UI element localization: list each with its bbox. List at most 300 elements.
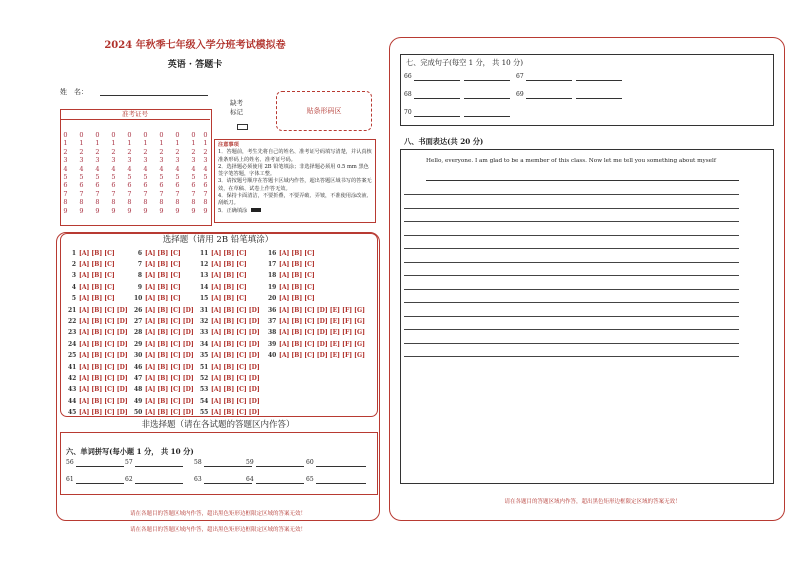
admission-digit-column[interactable] <box>142 131 149 215</box>
admission-digit[interactable]: 6 <box>111 181 116 190</box>
mc-question[interactable] <box>200 261 247 268</box>
admission-digit-column[interactable] <box>158 131 165 215</box>
mc-question[interactable] <box>200 398 260 405</box>
mc-question[interactable] <box>200 341 260 348</box>
mc-options[interactable]: [A] [B] [C] [D] <box>211 386 260 394</box>
mc-options[interactable]: [A] [B] [C] [D] <box>211 364 260 371</box>
sec6-answer-line[interactable] <box>204 466 252 467</box>
admission-digit[interactable]: 5 <box>191 173 196 182</box>
admission-digit[interactable]: 1 <box>159 139 164 148</box>
admission-digit[interactable]: 8 <box>79 198 84 207</box>
page-title: 2024 年秋季七年级入学分班考试模拟卷 <box>104 40 286 51</box>
mc-question[interactable] <box>200 318 260 325</box>
mc-question[interactable] <box>68 307 128 314</box>
admission-digit[interactable]: 6 <box>63 181 68 190</box>
admission-digit[interactable]: 2 <box>79 147 84 156</box>
mc-question-number: 30 <box>134 351 143 359</box>
essay-line[interactable] <box>404 221 739 222</box>
mc-question[interactable] <box>68 409 128 416</box>
mc-question[interactable] <box>68 375 128 382</box>
mc-options[interactable]: [A] [B] [C] <box>279 261 315 269</box>
mc-question[interactable] <box>134 375 194 382</box>
mc-options[interactable]: [A] [B] [C] [D] <box>79 351 128 359</box>
mc-question[interactable] <box>134 341 194 348</box>
admission-digit[interactable]: 6 <box>143 181 148 190</box>
mc-question-number: 54 <box>200 397 209 405</box>
mc-options[interactable]: [A] [B] [C] [D] [E] [F] [G] <box>279 329 365 337</box>
mc-question[interactable] <box>134 318 194 325</box>
mc-question[interactable] <box>68 329 128 336</box>
admission-digit[interactable]: 8 <box>159 198 164 207</box>
essay-line[interactable] <box>404 302 739 303</box>
admission-digit[interactable]: 4 <box>175 164 180 173</box>
admission-digit[interactable]: 4 <box>63 164 68 173</box>
mc-question[interactable] <box>268 307 365 314</box>
mc-options[interactable]: [A] [B] [C] <box>79 261 115 269</box>
absent-mark-label <box>230 99 243 117</box>
mc-question[interactable] <box>134 295 181 302</box>
mc-options[interactable]: [A] [B] [C] <box>211 294 247 302</box>
mc-options[interactable]: [A] [B] [C] [D] <box>145 340 194 348</box>
admission-digit[interactable]: 9 <box>203 206 208 215</box>
admission-digit[interactable]: 1 <box>95 139 100 148</box>
admission-digit[interactable]: 2 <box>175 147 180 156</box>
admission-digit[interactable]: 0 <box>159 131 164 139</box>
mc-question-number: 46 <box>134 364 143 371</box>
sec6-answer-line[interactable] <box>76 483 124 484</box>
essay-line[interactable] <box>404 343 739 344</box>
admission-digit[interactable]: 0 <box>203 131 208 139</box>
mc-question[interactable] <box>134 364 194 371</box>
mc-question[interactable] <box>200 375 260 382</box>
admission-digit-column[interactable] <box>126 131 133 215</box>
mc-question[interactable] <box>68 318 128 325</box>
mc-options[interactable]: [A] [B] [C] <box>211 261 247 269</box>
admission-digit[interactable]: 8 <box>95 198 100 207</box>
mc-options[interactable]: [A] [B] [C] [D] <box>79 375 128 383</box>
mc-question[interactable] <box>68 284 115 291</box>
name-field[interactable] <box>100 95 208 96</box>
admission-digit-column[interactable] <box>78 131 85 215</box>
admission-digit[interactable]: 5 <box>111 173 116 182</box>
essay-line[interactable] <box>426 180 739 181</box>
mc-question[interactable] <box>200 364 260 371</box>
admission-digit[interactable]: 7 <box>63 189 68 198</box>
admission-digit[interactable]: 0 <box>95 131 100 139</box>
mc-options[interactable]: [A] [B] [C] [D] <box>145 364 194 371</box>
sec6-answer-line[interactable] <box>135 466 183 467</box>
mc-options[interactable]: [A] [B] [C] [D] <box>79 408 128 416</box>
admission-digit[interactable]: 1 <box>63 139 68 148</box>
mc-question-number: 43 <box>68 386 77 394</box>
admission-digit[interactable]: 5 <box>203 173 208 182</box>
mc-question[interactable] <box>134 250 181 257</box>
mc-options[interactable]: [A] [B] [C] <box>145 250 181 257</box>
mc-options[interactable]: [A] [B] [C] <box>279 250 315 257</box>
mc-options[interactable]: [A] [B] [C] [D] <box>211 397 260 405</box>
admission-digit[interactable]: 3 <box>159 156 164 165</box>
essay-line[interactable] <box>404 316 739 317</box>
admission-digit[interactable]: 9 <box>63 206 68 215</box>
mc-question[interactable] <box>68 250 115 257</box>
sec7-title: 七、完成句子(每空 1 分， 共 10 分) <box>406 58 524 67</box>
admission-digit[interactable]: 1 <box>79 139 84 148</box>
mc-question[interactable] <box>134 329 194 336</box>
admission-digit[interactable]: 0 <box>175 131 180 139</box>
essay-line[interactable] <box>404 248 739 249</box>
mc-question[interactable] <box>68 398 128 405</box>
admission-digit[interactable]: 8 <box>191 198 196 207</box>
mc-question[interactable] <box>200 386 260 393</box>
mc-options[interactable]: [A] [B] [C] <box>211 250 247 257</box>
mc-options[interactable]: [A] [B] [C] [D] <box>211 375 260 383</box>
mc-question[interactable] <box>134 284 181 291</box>
mc-question-number: 33 <box>200 329 209 337</box>
mc-title: 选择题（请用 2B 铅笔填涂） <box>162 235 274 245</box>
mc-question-number: 6 <box>137 250 142 257</box>
admission-digit[interactable]: 9 <box>79 206 84 215</box>
admission-digit[interactable]: 2 <box>191 147 196 156</box>
mc-question[interactable] <box>200 272 247 279</box>
admission-digit[interactable]: 5 <box>127 173 132 182</box>
sec7-answer-line[interactable] <box>464 116 510 117</box>
admission-digit[interactable]: 4 <box>127 164 132 173</box>
admission-digit[interactable]: 8 <box>63 198 68 207</box>
mc-options[interactable]: [A] [B] [C] [D] <box>211 307 260 314</box>
admission-digit[interactable]: 4 <box>95 164 100 173</box>
admission-digit[interactable]: 2 <box>159 147 164 156</box>
sec6-number: 62 <box>125 476 133 483</box>
mc-options[interactable]: [A] [B] [C] [D] [E] [F] [G] <box>279 351 365 359</box>
mc-options[interactable]: [A] [B] [C] <box>79 250 115 257</box>
mc-options[interactable]: [A] [B] [C] [D] <box>211 351 260 359</box>
mc-question[interactable] <box>200 295 247 302</box>
mc-question-number: 18 <box>268 272 277 280</box>
admission-digit[interactable]: 5 <box>63 173 68 182</box>
mc-question[interactable] <box>268 341 365 348</box>
admission-digit[interactable]: 3 <box>111 156 116 165</box>
mc-question[interactable] <box>268 261 315 268</box>
sec7-answer-line[interactable] <box>576 80 622 81</box>
admission-digit[interactable]: 9 <box>127 206 132 215</box>
sec7-answer-line[interactable] <box>526 80 572 81</box>
mc-question[interactable] <box>134 409 194 416</box>
essay-line[interactable] <box>404 262 739 263</box>
admission-digit[interactable]: 4 <box>111 164 116 173</box>
mc-question[interactable] <box>268 284 315 291</box>
mc-options[interactable]: [A] [B] [C] <box>145 294 181 302</box>
admission-digit[interactable]: 2 <box>143 147 148 156</box>
admission-digit[interactable]: 4 <box>203 164 208 173</box>
sec6-answer-line[interactable] <box>256 483 304 484</box>
mc-options[interactable]: [A] [B] [C] <box>279 272 315 280</box>
admission-digit[interactable]: 7 <box>143 189 148 198</box>
mc-question-number: 47 <box>134 375 143 383</box>
admission-digit[interactable]: 9 <box>111 206 116 215</box>
admission-digit[interactable]: 2 <box>203 147 208 156</box>
admission-digit[interactable]: 1 <box>175 139 180 148</box>
mc-question-number: 37 <box>268 318 277 326</box>
mc-options[interactable]: [A] [B] [C] <box>145 261 181 269</box>
sec7-answer-line[interactable] <box>464 80 510 81</box>
mc-options[interactable]: [A] [B] [C] [D] <box>79 397 128 405</box>
admission-digit[interactable]: 2 <box>95 147 100 156</box>
sec6-number: 56 <box>66 459 74 466</box>
sec6-answer-line[interactable] <box>76 466 124 467</box>
mc-question[interactable] <box>200 352 260 359</box>
admission-digit[interactable]: 5 <box>175 173 180 182</box>
right-warning: 请在各题目的答题区域内作答，超出黑色矩形边框限定区域的答案无效！ <box>504 499 681 505</box>
mc-options[interactable]: [A] [B] [C] [D] <box>211 340 260 348</box>
mc-question[interactable] <box>200 250 247 257</box>
essay-line[interactable] <box>404 275 739 276</box>
admission-digit[interactable]: 8 <box>143 198 148 207</box>
admission-digit-column[interactable] <box>94 131 101 215</box>
admission-digit[interactable]: 9 <box>95 206 100 215</box>
mc-options[interactable]: [A] [B] [C] [D] <box>145 318 194 326</box>
admission-digit[interactable]: 7 <box>159 189 164 198</box>
admission-digit[interactable]: 2 <box>63 147 68 156</box>
essay-line[interactable] <box>404 235 739 236</box>
left-inner-warning: 请在各题目的答题区域内作答，超出黑色矩形边框限定区域的答案无效！ <box>129 511 306 517</box>
sec7-answer-line[interactable] <box>414 80 460 81</box>
admission-digit[interactable]: 6 <box>191 181 196 190</box>
mc-question[interactable] <box>68 261 115 268</box>
admission-digit[interactable]: 8 <box>203 198 208 207</box>
mc-options[interactable]: [A] [B] [C] [D] [E] [F] [G] <box>279 307 365 314</box>
mc-question-number: 4 <box>71 283 76 291</box>
mc-options[interactable]: [A] [B] [C] [D] <box>145 397 194 405</box>
admission-digit[interactable]: 8 <box>111 198 116 207</box>
mc-options[interactable]: [A] [B] [C] <box>211 283 247 291</box>
essay-line[interactable] <box>404 208 739 209</box>
admission-digit[interactable]: 1 <box>203 139 208 148</box>
admission-digit[interactable]: 0 <box>143 131 148 139</box>
mc-question[interactable] <box>200 307 260 314</box>
essay-line[interactable] <box>404 289 739 290</box>
mc-question[interactable] <box>268 352 365 359</box>
admission-digit-column[interactable] <box>62 131 69 215</box>
mc-question[interactable] <box>268 329 365 336</box>
mc-question[interactable] <box>268 318 365 325</box>
mc-question[interactable] <box>68 352 128 359</box>
admission-digit[interactable]: 3 <box>175 156 180 165</box>
mc-options[interactable]: [A] [B] [C] <box>145 272 181 280</box>
admission-digit[interactable]: 7 <box>175 189 180 198</box>
admission-digit[interactable]: 6 <box>175 181 180 190</box>
sec7-answer-line[interactable] <box>414 98 460 99</box>
admission-digit[interactable]: 3 <box>191 156 196 165</box>
admission-digit[interactable]: 1 <box>127 139 132 148</box>
admission-digit[interactable]: 6 <box>79 181 84 190</box>
sec6-number: 64 <box>246 476 254 483</box>
mc-question[interactable] <box>68 364 128 371</box>
name-label: 姓 名： <box>60 88 88 96</box>
mc-options[interactable]: [A] [B] [C] <box>279 294 315 302</box>
mc-options[interactable]: [A] [B] [C] [D] <box>79 340 128 348</box>
mc-question-number: 10 <box>134 294 143 302</box>
sec7-number: 70 <box>404 109 412 116</box>
mc-options[interactable]: [A] [B] [C] [D] <box>145 386 194 394</box>
sec7-answer-line[interactable] <box>414 116 460 117</box>
mc-question-number: 52 <box>200 375 209 383</box>
admission-digit-column[interactable] <box>110 131 117 215</box>
mc-question[interactable] <box>68 295 115 302</box>
mc-question-number: 51 <box>200 364 209 371</box>
admission-digit-column[interactable] <box>174 131 181 215</box>
sec6-number: 59 <box>246 459 254 466</box>
admission-digit[interactable]: 9 <box>175 206 180 215</box>
admission-digit[interactable]: 7 <box>203 189 208 198</box>
admission-digit[interactable]: 9 <box>143 206 148 215</box>
mc-options[interactable]: [A] [B] [C] <box>279 283 315 291</box>
mc-question-number: 17 <box>268 261 277 269</box>
sec6-number: 58 <box>194 459 202 466</box>
sec6-answer-line[interactable] <box>316 483 366 484</box>
essay-line[interactable] <box>404 194 739 195</box>
admission-digit[interactable]: 3 <box>203 156 208 165</box>
mc-options[interactable]: [A] [B] [C] [D] <box>145 329 194 337</box>
admission-digit[interactable]: 3 <box>95 156 100 165</box>
admission-digit[interactable]: 0 <box>63 131 68 139</box>
admission-digit[interactable]: 3 <box>79 156 84 165</box>
admission-digit[interactable]: 4 <box>191 164 196 173</box>
sec7-answer-line[interactable] <box>576 98 622 99</box>
admission-digit[interactable]: 6 <box>95 181 100 190</box>
admission-digit[interactable]: 6 <box>203 181 208 190</box>
admission-digit[interactable]: 8 <box>175 198 180 207</box>
mc-question[interactable] <box>268 295 315 302</box>
admission-digit[interactable]: 7 <box>79 189 84 198</box>
admission-digit[interactable]: 3 <box>143 156 148 165</box>
admission-digit[interactable]: 0 <box>79 131 84 139</box>
mc-question-number: 48 <box>134 386 143 394</box>
sec6-answer-line[interactable] <box>135 483 183 484</box>
mc-options[interactable]: [A] [B] [C] [D] <box>145 307 194 314</box>
mc-question[interactable] <box>200 284 247 291</box>
mc-question[interactable] <box>68 272 115 279</box>
mc-question[interactable] <box>268 272 315 279</box>
admission-digit[interactable]: 8 <box>127 198 132 207</box>
sec7-number: 67 <box>516 73 524 80</box>
mc-options[interactable]: [A] [B] [C] [D] <box>79 307 128 314</box>
admission-digit[interactable]: 0 <box>191 131 196 139</box>
sec7-number: 68 <box>404 91 412 98</box>
mc-question-number: 13 <box>200 272 209 280</box>
admission-digit[interactable]: 7 <box>95 189 100 198</box>
admission-digit[interactable]: 1 <box>111 139 116 148</box>
sec6-answer-line[interactable] <box>316 466 366 467</box>
mc-question-number: 12 <box>200 261 209 269</box>
mc-options[interactable]: [A] [B] [C] [D] <box>211 408 260 416</box>
mc-options[interactable]: [A] [B] [C] [D] <box>79 364 128 371</box>
admission-digit[interactable]: 0 <box>127 131 132 139</box>
mc-options[interactable]: [A] [B] [C] <box>79 283 115 291</box>
admission-digit[interactable]: 2 <box>127 147 132 156</box>
admission-digit[interactable]: 0 <box>111 131 116 139</box>
admission-digit[interactable]: 7 <box>111 189 116 198</box>
admission-digit[interactable]: 3 <box>127 156 132 165</box>
admission-digit[interactable]: 1 <box>143 139 148 148</box>
mc-question-number: 27 <box>134 318 143 326</box>
mc-question-number: 35 <box>200 351 209 359</box>
mc-options[interactable]: [A] [B] [C] <box>211 272 247 280</box>
sec7-answer-line[interactable] <box>464 98 510 99</box>
mc-options[interactable]: [A] [B] [C] <box>145 283 181 291</box>
admission-digit[interactable]: 9 <box>191 206 196 215</box>
mc-question[interactable] <box>200 329 260 336</box>
mc-options[interactable]: [A] [B] [C] [D] <box>211 318 260 326</box>
mc-question[interactable] <box>134 307 194 314</box>
admission-digit[interactable]: 5 <box>79 173 84 182</box>
admission-digit[interactable]: 5 <box>159 173 164 182</box>
admission-digit[interactable]: 1 <box>191 139 196 148</box>
mc-options[interactable]: [A] [B] [C] [D] <box>145 408 194 416</box>
admission-digit[interactable]: 7 <box>191 189 196 198</box>
sec6-answer-line[interactable] <box>256 466 304 467</box>
absent-label-line2: 标记 <box>230 108 243 116</box>
admission-digit[interactable]: 3 <box>63 156 68 165</box>
admission-digit[interactable]: 9 <box>159 206 164 215</box>
mc-options[interactable]: [A] [B] [C] <box>79 294 115 302</box>
admission-digit[interactable]: 2 <box>111 147 116 156</box>
notice-item: 2．选择题必须使用 2B 铅笔填涂；非选择题必须用 0.5 mm 黑色签字笔答题，字体工整。 <box>218 163 369 178</box>
mc-question[interactable] <box>268 250 315 257</box>
mc-options[interactable]: [A] [B] [C] [D] <box>79 318 128 326</box>
absent-mark-checkbox[interactable] <box>237 124 248 130</box>
admission-digit[interactable]: 6 <box>159 181 164 190</box>
notice-box <box>214 139 376 223</box>
mc-options[interactable]: [A] [B] [C] [D] <box>79 386 128 394</box>
sec6-number: 61 <box>66 476 74 483</box>
mc-options[interactable]: [A] [B] [C] [D] [E] [F] [G] <box>279 340 365 348</box>
mc-question[interactable] <box>134 398 194 405</box>
mc-options[interactable]: [A] [B] [C] [D] <box>211 329 260 337</box>
mc-options[interactable]: [A] [B] [C] [D] <box>145 375 194 383</box>
mc-question[interactable] <box>134 272 181 279</box>
mc-options[interactable]: [A] [B] [C] <box>79 272 115 280</box>
mc-question[interactable] <box>134 386 194 393</box>
mc-question[interactable] <box>134 261 181 268</box>
admission-digit[interactable]: 4 <box>79 164 84 173</box>
mc-question-number: 49 <box>134 397 143 405</box>
mc-question[interactable] <box>68 341 128 348</box>
admission-digit-column[interactable] <box>190 131 197 215</box>
admission-digit[interactable]: 6 <box>127 181 132 190</box>
admission-digit[interactable]: 4 <box>143 164 148 173</box>
mc-options[interactable]: [A] [B] [C] [D] <box>145 351 194 359</box>
notice-item: 1．答题前，考生先将自己的姓名、准考证号码填写清楚，并认真核准条形码上的姓名、准考证号码。 <box>218 149 372 163</box>
sec7-answer-line[interactable] <box>526 98 572 99</box>
sec8-title: 八、书面表达(共 20 分) <box>404 137 484 146</box>
admission-digit[interactable]: 7 <box>127 189 132 198</box>
mc-options[interactable]: [A] [B] [C] [D] [E] [F] [G] <box>279 318 365 326</box>
mc-question[interactable] <box>200 409 260 416</box>
admission-digit[interactable]: 5 <box>143 173 148 182</box>
sec6-answer-line[interactable] <box>204 483 252 484</box>
notice-item: 4．保持卡面清洁，不要折叠，不要弄破、弄皱，不准使用涂改液、刮纸刀。 <box>218 193 372 207</box>
admission-digit-column[interactable] <box>202 131 209 215</box>
admission-digit[interactable]: 5 <box>95 173 100 182</box>
mc-options[interactable]: [A] [B] [C] [D] <box>79 329 128 337</box>
essay-line[interactable] <box>404 356 739 357</box>
mc-question-number: 36 <box>268 307 277 314</box>
mc-question[interactable] <box>134 352 194 359</box>
mc-question[interactable] <box>68 386 128 393</box>
essay-line[interactable] <box>404 329 739 330</box>
admission-digit[interactable]: 4 <box>159 164 164 173</box>
sec6-box <box>60 432 378 495</box>
